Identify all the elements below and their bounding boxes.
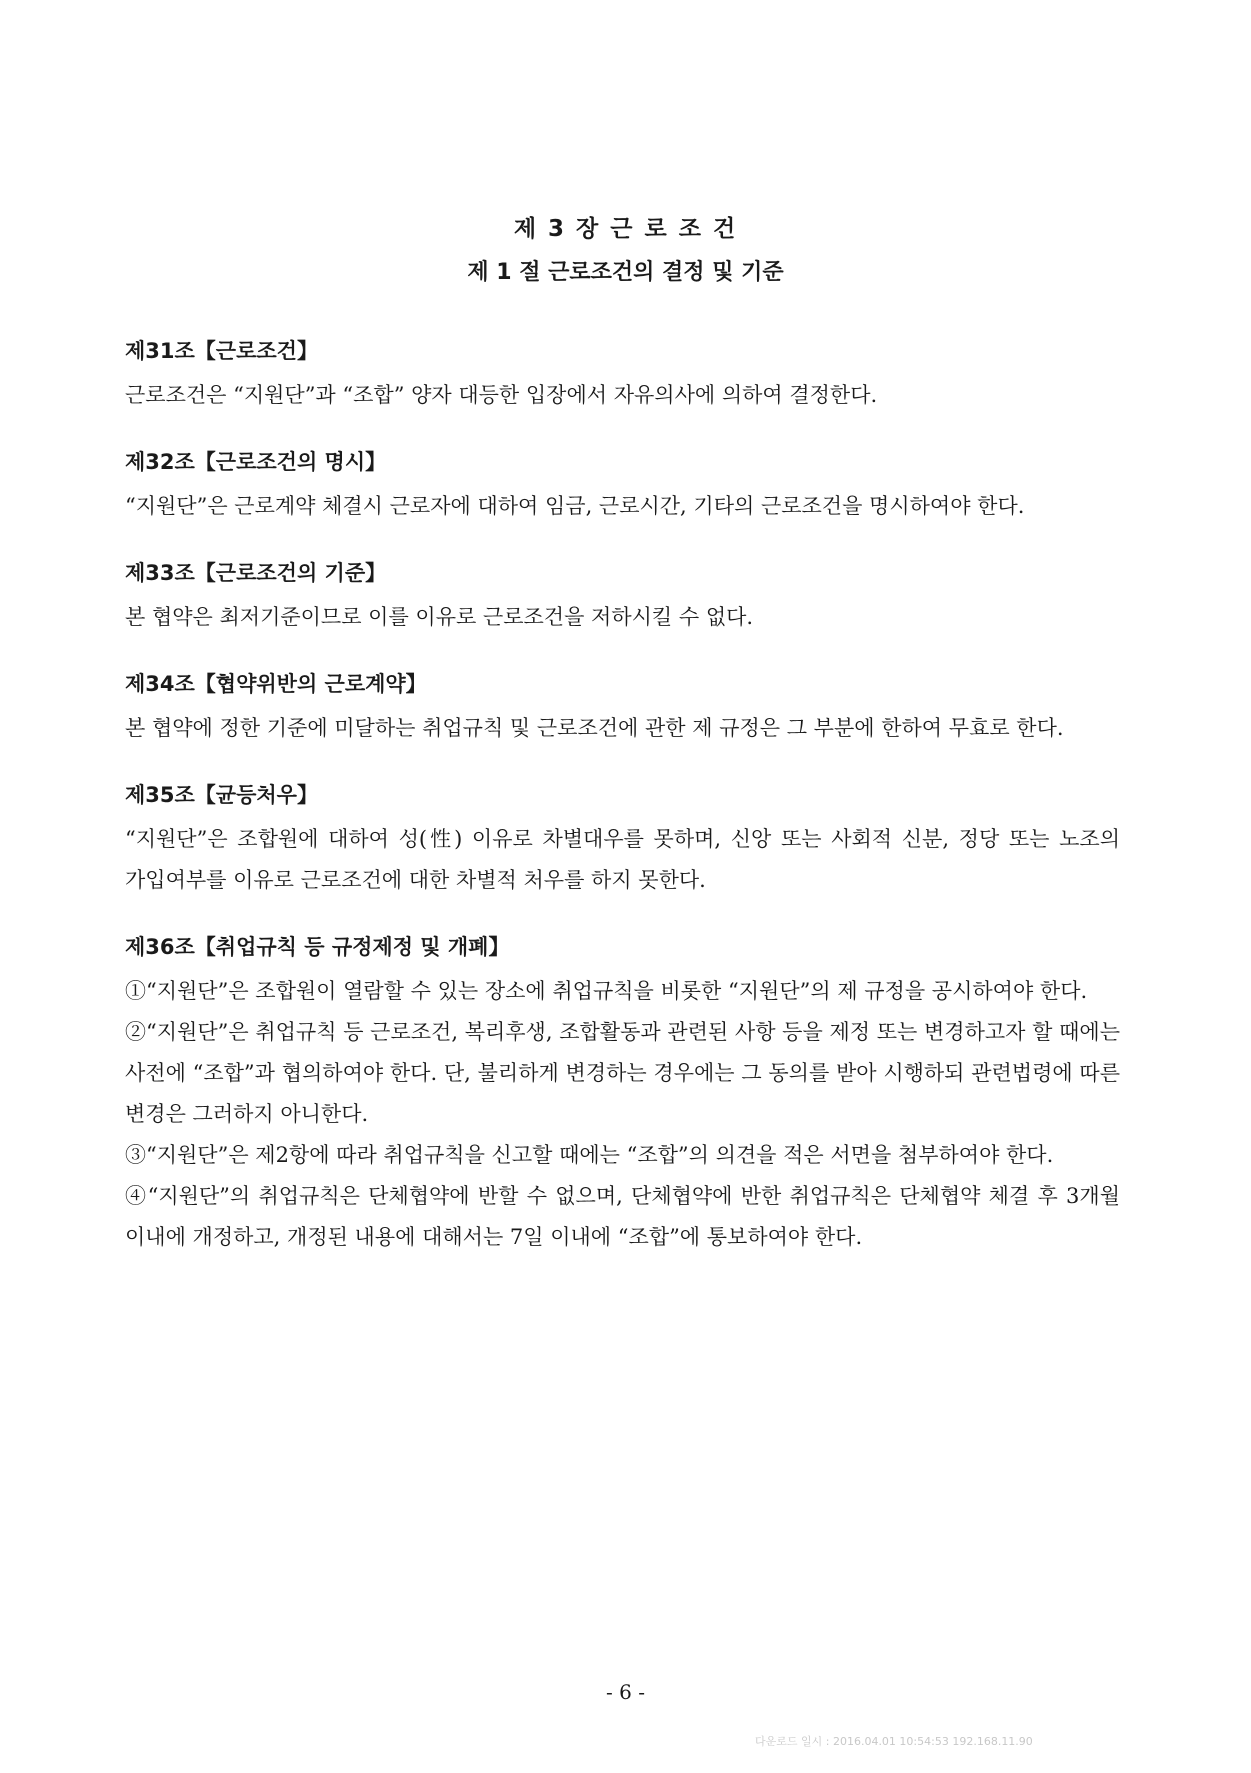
article-title: 제35조【균등처우】 bbox=[125, 783, 318, 807]
download-stamp: 다운로드 일시 : 2016.04.01 10:54:53 192.168.11.90 bbox=[755, 1735, 1033, 1748]
chapter-title: 제 3 장 근 로 조 건 bbox=[513, 216, 738, 242]
article-paragraph: 근로조건은 “지원단”과 “조합” 양자 대등한 입장에서 자유의사에 의하여 결정한다. bbox=[125, 383, 878, 407]
article-paragraph: “지원단”은 조합원에 대하여 성(性) 이유로 차별대우를 못하며, 신앙 또는 사회적 신분, 정당 또는 노조의 가입여부를 이유로 근로조건에 대한 차별적 처우를 하지 못한다. bbox=[125, 827, 1120, 892]
article-clause-1: ①“지원단”은 조합원이 열람할 수 있는 장소에 취업규칙을 비롯한 “지원단”의 제 규정을 공시하여야 한다. bbox=[125, 979, 1088, 1003]
article-clause-4: ④“지원단”의 취업규칙은 단체협약에 반할 수 없으며, 단체협약에 반한 취업규칙은 단체협약 체결 후 3개월 이내에 개정하고, 개정된 내용에 대해서는 7일 이내에 “조합”에 통보하여야 한다. bbox=[125, 1184, 1120, 1249]
article-paragraph: 본 협약은 최저기준이므로 이를 이유로 근로조건을 저하시킬 수 없다. bbox=[125, 605, 754, 629]
article-paragraph: “지원단”은 근로계약 체결시 근로자에 대하여 임금, 근로시간, 기타의 근로조건을 명시하여야 한다. bbox=[125, 494, 1025, 518]
article-34 bbox=[125, 666, 1120, 749]
page-number: - 6 - bbox=[606, 1680, 645, 1704]
article-title: 제36조【취업규칙 등 규정제정 및 개폐】 bbox=[125, 935, 510, 959]
section-title: 제 1 절 근로조건의 결정 및 기준 bbox=[467, 260, 784, 285]
article-35 bbox=[125, 777, 1120, 901]
article-36 bbox=[125, 929, 1120, 1258]
article-31 bbox=[125, 333, 1120, 416]
article-32 bbox=[125, 444, 1120, 527]
article-clause-3: ③“지원단”은 제2항에 따라 취업규칙을 신고할 때에는 “조합”의 의견을 적은 서면을 첨부하여야 한다. bbox=[125, 1143, 1054, 1167]
article-list bbox=[125, 333, 1120, 1286]
article-title: 제34조【협약위반의 근로계약】 bbox=[125, 672, 427, 696]
article-clause-2: ②“지원단”은 취업규칙 등 근로조건, 복리후생, 조합활동과 관련된 사항 등을 제정 또는 변경하고자 할 때에는 사전에 “조합”과 협의하여야 한다. 단, 불리하게 변경하는 경우에는 그 동의를 받아 시행하되 관련법령에 따른 변경은 그러하지 아니한다. bbox=[125, 1020, 1120, 1126]
article-title: 제32조【근로조건의 명시】 bbox=[125, 450, 387, 474]
article-paragraph: 본 협약에 정한 기준에 미달하는 취업규칙 및 근로조건에 관한 제 규정은 그 부분에 한하여 무효로 한다. bbox=[125, 716, 1064, 740]
article-title: 제31조【근로조건】 bbox=[125, 339, 318, 363]
article-title: 제33조【근로조건의 기준】 bbox=[125, 561, 387, 585]
article-33 bbox=[125, 555, 1120, 638]
